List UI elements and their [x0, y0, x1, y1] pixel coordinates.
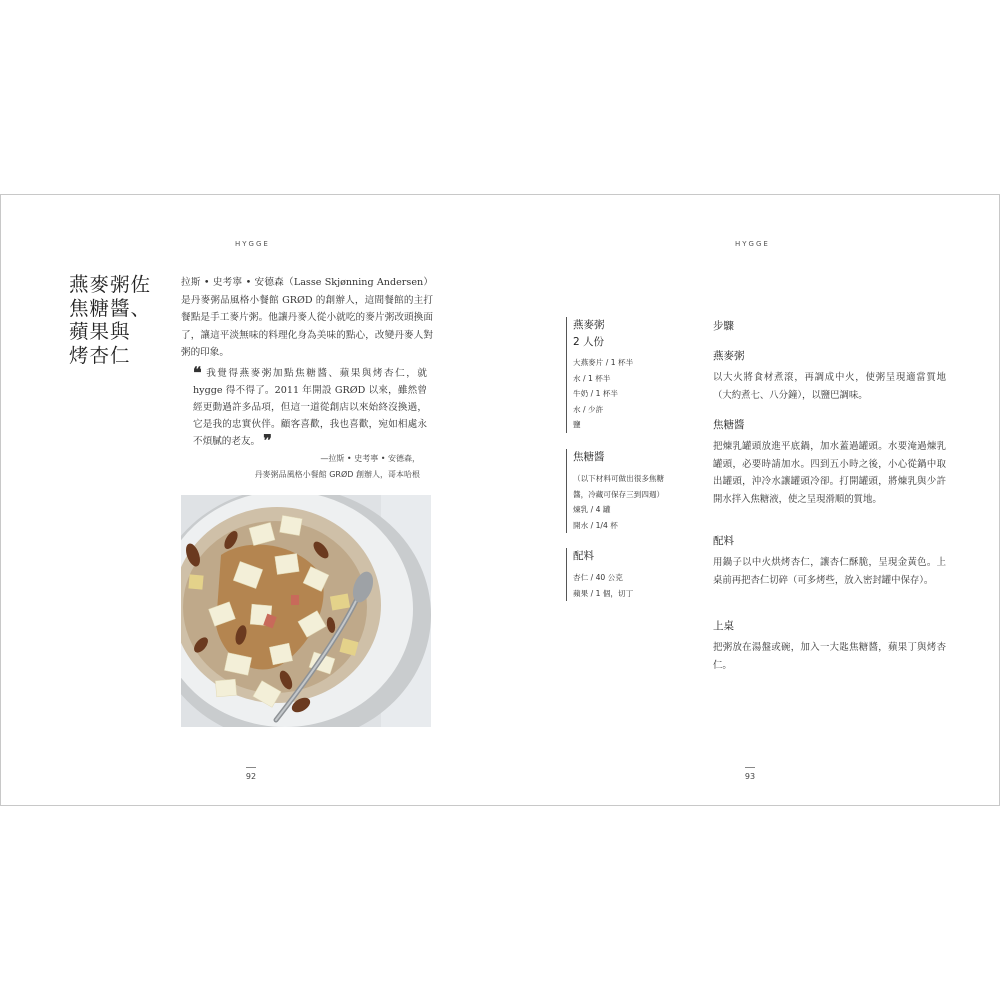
folio-rule — [246, 767, 256, 768]
recipe-title — [69, 273, 169, 367]
title-line: 焦糖醬、 — [69, 296, 152, 320]
ingredient-item: 杏仁 / 40 公克 — [573, 573, 623, 582]
ingredient-group-title: 焦糖醬 — [573, 451, 605, 463]
porridge-photo — [181, 495, 431, 727]
ingredient-item: 水 / 少許 — [573, 404, 604, 414]
ingredients-caramel — [566, 449, 664, 533]
page-number-text: 92 — [245, 772, 257, 781]
ingredient-item: 鹽 — [573, 420, 581, 429]
page-number — [740, 767, 760, 781]
running-head: HYGGE — [735, 240, 770, 248]
attribution-line: —拉斯 • 史考寧 • 安德森， — [320, 454, 420, 463]
open-quote-icon: ❝ — [193, 363, 202, 382]
ingredients-oatmeal — [566, 317, 633, 433]
ingredient-note: 醬，冷藏可保存三到四週） — [573, 489, 665, 499]
step-heading: 配料 — [713, 535, 734, 547]
ingredient-item: 水 / 1 杯半 — [573, 373, 611, 383]
step-text: 用鍋子以中火烘烤杏仁，讓杏仁酥脆，呈現金黃色。上桌前再把杏仁切碎（可多烤些，放入密封罐中保存）。 — [713, 557, 946, 586]
servings: 2 人份 — [573, 336, 605, 348]
step-text: 把煉乳罐頭放進平底鍋，加水蓋過罐頭。水要淹過煉乳罐頭，必要時請加水。四到五小時之後，小心從鍋中取出罐頭，沖冷水讓罐頭冷卻。打開罐頭，將煉乳與少許開水拌入焦糖液，使之呈現滑順的質地。 — [713, 441, 946, 505]
step-heading: 焦糖醬 — [713, 419, 745, 431]
quote-attribution — [160, 451, 420, 483]
close-quote-icon: ❞ — [263, 431, 272, 450]
pull-quote — [193, 365, 427, 450]
ingredient-item: 大燕麥片 / 1 杯半 — [573, 358, 634, 367]
step-heading: 燕麥粥 — [713, 350, 745, 362]
ingredient-group-title: 配料 — [573, 550, 594, 562]
quote-text: 我覺得燕麥粥加點焦糖醬、蘋果與烤杏仁，就 hygge 得不得了。2011 年開設 GRØD 以來，雖然曾經更動過許多品項，但這一道從創店以來始終沒換過，它是我的忠實伙伴。顧客喜歡，我也喜歡，宛如相處永不煩膩的老友。 — [193, 368, 427, 447]
ingredient-item: 開水 / 1/4 杯 — [573, 520, 618, 530]
book-spread — [0, 194, 1000, 806]
title-line: 烤杏仁 — [69, 343, 131, 367]
folio-rule — [745, 767, 755, 768]
ingredients-toppings — [566, 548, 633, 601]
right-page — [500, 195, 999, 805]
ingredient-item: 牛奶 / 1 杯半 — [573, 389, 619, 398]
ingredient-note: （以下材料可做出很多焦糖 — [573, 474, 665, 483]
left-page — [1, 195, 500, 805]
page-number — [241, 767, 261, 781]
intro-paragraph: 拉斯 • 史考寧 • 安德森（Lasse Skjønning Andersen）是丹麥粥品風格小餐館 GRØD 的創辦人，這間餐館的主打餐點是手工麥片粥。他讓丹麥人從小就吃的麥片粥改頭換面了，讓這平淡無味的料理化身為美味的點心，改變丹麥人對粥的印象。 — [181, 277, 433, 358]
running-head: HYGGE — [235, 240, 270, 248]
title-line: 蘋果與 — [69, 320, 131, 343]
ingredient-item: 蘋果 / 1 個，切丁 — [573, 588, 634, 598]
step-text: 以大火將食材煮滾，再調成中火，使粥呈現適當質地（大約煮七、八分鐘），以鹽巴調味。 — [713, 372, 946, 401]
title-line: 燕麥粥佐 — [69, 273, 152, 296]
steps-title: 步驟 — [713, 320, 734, 332]
page-number-text: 93 — [744, 772, 756, 781]
step-text: 把粥放在湯盤或碗，加入一大匙焦糖醬，蘋果丁與烤杏仁。 — [713, 642, 946, 671]
ingredient-item: 煉乳 / 4 罐 — [573, 505, 611, 514]
ingredient-group-title: 燕麥粥 — [573, 319, 605, 331]
step-heading: 上桌 — [713, 620, 734, 632]
attribution-line: 丹麥粥品風格小餐館 GRØD 創辦人，哥本哈根 — [254, 470, 420, 479]
